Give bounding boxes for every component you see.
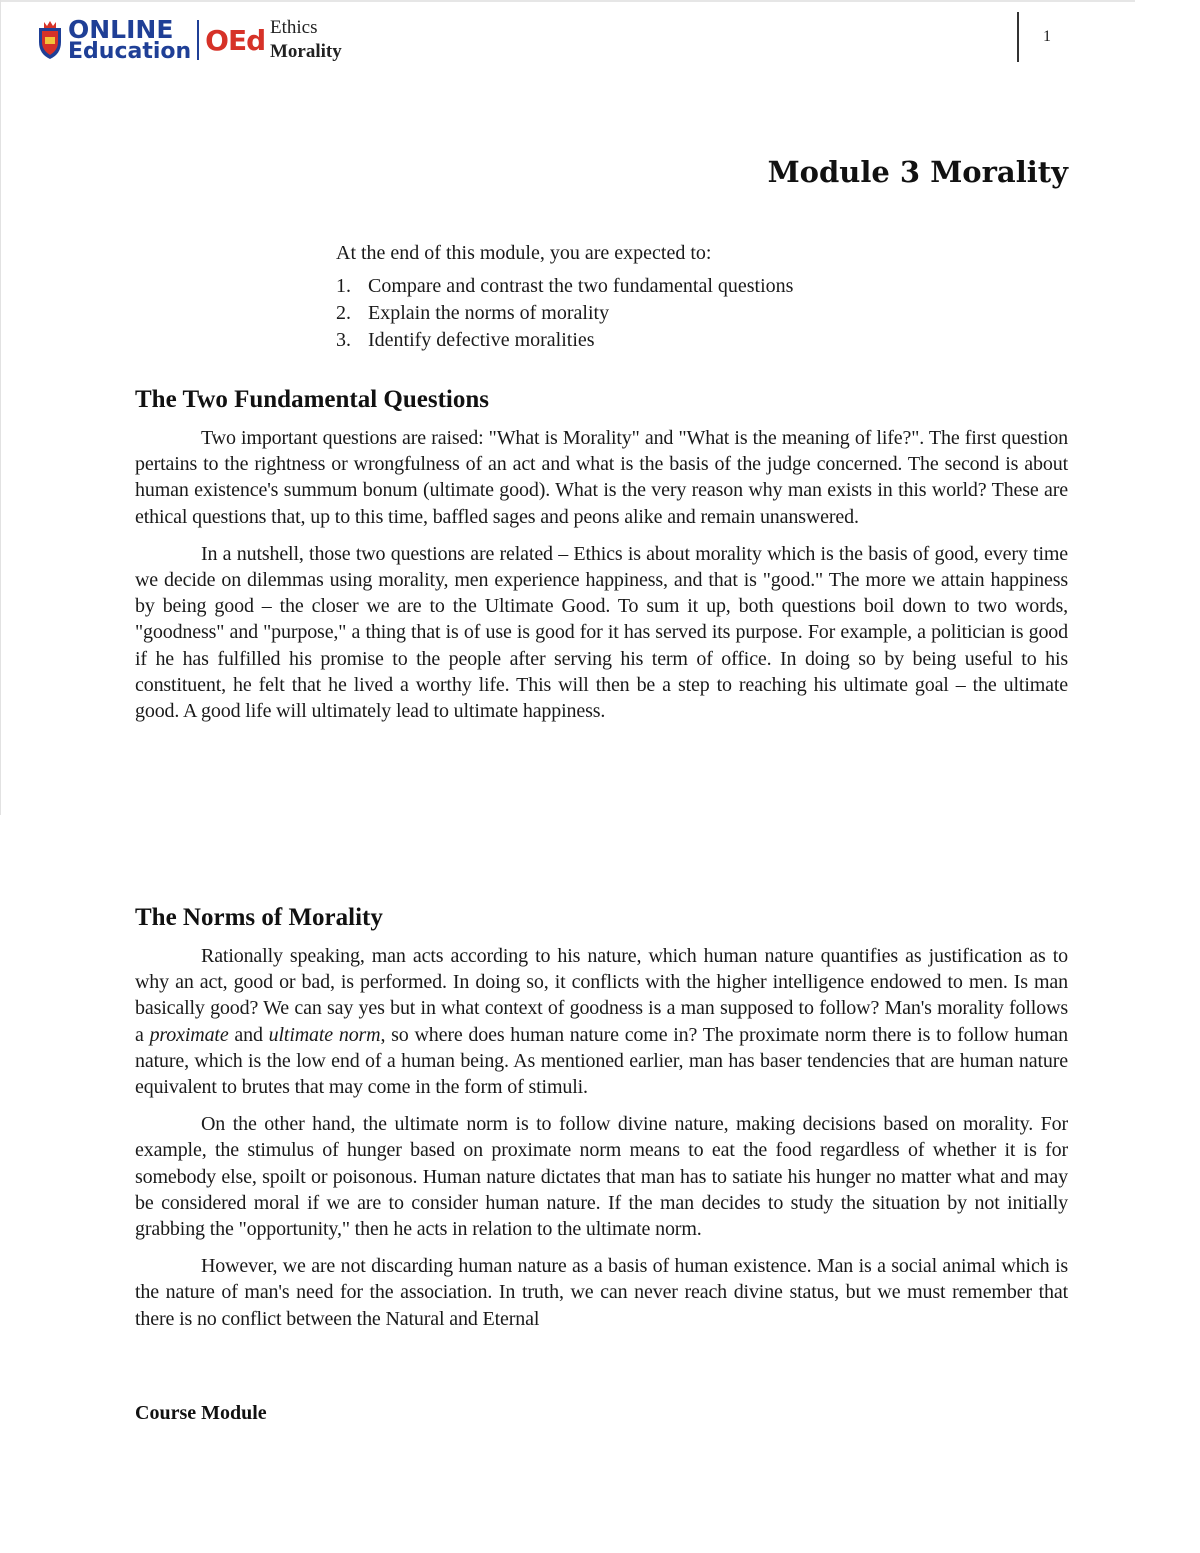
header-titles (270, 16, 342, 64)
objective-item (336, 302, 956, 325)
logo-divider (197, 20, 199, 60)
header-subject: Ethics (270, 17, 318, 38)
logo-oed-text: OEd (205, 23, 266, 57)
crest-icon (36, 20, 64, 60)
objective-text: Identify defective moralities (368, 329, 595, 351)
objective-number: 1. (336, 275, 351, 297)
body-paragraph: However, we are not discarding human nature as a basis of human existence. Man is a social animal which is the nature of man's need for the association. In truth, we can never reach divine status, but we must remember that there is no conflict between the Natural and Eternal (135, 1255, 1068, 1330)
paragraph-text: and (228, 1023, 269, 1046)
page-number-divider (1017, 12, 1019, 62)
page-number: 1 (1043, 28, 1051, 45)
section-norms-of-morality (135, 904, 1068, 1343)
logo-online-text: ONLINE (68, 15, 174, 44)
oed-logo (36, 14, 265, 66)
objective-number: 3. (336, 329, 351, 351)
paragraph-text: Rationally speaking, man acts according to his nature, which human nature quantifies as justification as to why an act, good or bad, is performed. In doing so, it conflicts with the higher intelligence endowed to men. Is man basically good? We can say yes but in what context of goodness is a man supposed to follow? Man's morality follows a (135, 945, 1068, 1046)
body-paragraph: On the other hand, the ultimate norm is to follow divine nature, making decisions based on morality. For example, the stimulus of hunger based on proximate norm means to eat the food regardless of whether it is for somebody else, spoilt or poisonous. Human nature dictates that man has to satiate his hunger no matter what and may be considered moral if we are to consider human nature. If the man decides to study the situation by not initially grabbing the "opportunity," then he acts in relation to the ultimate norm. (135, 1113, 1068, 1241)
learning-objectives (336, 242, 956, 356)
emphasis-ultimate-norm: ultimate norm (268, 1023, 381, 1046)
objective-item (336, 275, 956, 298)
section-heading: The Two Fundamental Questions (135, 386, 490, 413)
header-topic: Morality (270, 40, 342, 62)
logo-education-text: Education (68, 39, 192, 64)
objectives-intro: At the end of this module, you are expected to: (336, 242, 712, 264)
body-paragraph (135, 943, 1068, 1100)
paragraph-text: , so where does human nature come in? The proximate norm there is to follow human nature, which is the low end of a human being. As mentioned earlier, man has baser tendencies that are human nature equivalent to brutes that may come in the form of stimuli. (135, 1023, 1069, 1099)
section-heading: The Norms of Morality (135, 904, 383, 931)
objective-number: 2. (336, 302, 351, 324)
objective-text: Compare and contrast the two fundamental questions (368, 275, 794, 297)
objective-text: Explain the norms of morality (368, 302, 610, 324)
left-border (0, 0, 1, 815)
top-border (0, 0, 1135, 2)
emphasis-proximate: proximate (149, 1023, 229, 1046)
objective-item (336, 329, 956, 352)
body-paragraph: Two important questions are raised: "What is Morality" and "What is the meaning of life?". The first question pertains to the rightness or wrongfulness of an act and what is the basis of the judge concerned. The second is about human existence's summum bonum (ultimate good). What is the very reason why man exists in this world? These are ethical questions that, up to this time, baffled sages and peons alike and remain unanswered. (135, 427, 1068, 528)
footer-course-module: Course Module (135, 1402, 267, 1424)
section-two-fundamental-questions (135, 386, 1068, 735)
objectives-list (336, 275, 956, 352)
body-paragraph: In a nutshell, those two questions are related – Ethics is about morality which is the basis of good, every time we decide on dilemmas using morality, men experience happiness, and that is "good." The more we attain happiness by being good – the closer we are to the Ultimate Good. To sum it up, both questions boil down to two words, "goodness" and "purpose," a thing that is of use is good for it has served its purpose. For example, a politician is good if he has fulfilled his promise to the people after serving his term of office. In doing so by being useful to his constituent, he felt that he lived a worthy life. This will then be a step to reaching his ultimate goal – the ultimate good. A good life will ultimately lead to ultimate happiness. (135, 542, 1068, 723)
module-title: Module 3 Morality (767, 155, 1068, 189)
